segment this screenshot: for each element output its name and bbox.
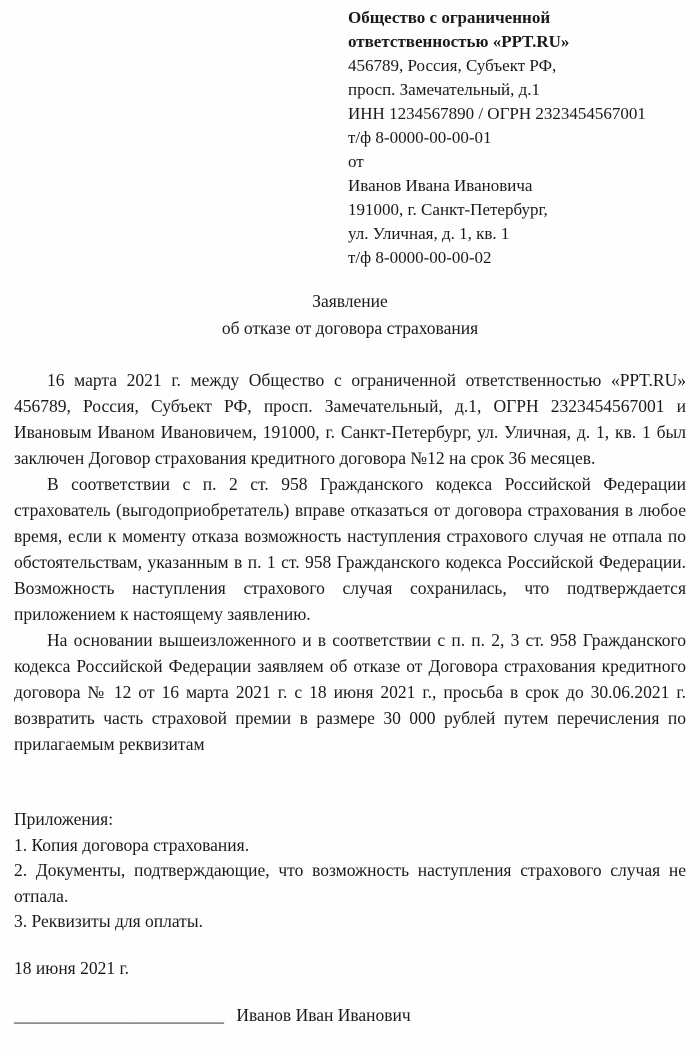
letterhead-block bbox=[348, 6, 686, 270]
paragraph-contract-facts: 16 марта 2021 г. между Общество с ограниченной ответственностью «PPT.RU» 456789, Россия, Субъект РФ, просп. Замечательный, д.1, ОГРН 2323454567001 и Ивановым Иваном Ивановичем, 191000, г. Санкт-Петербург, ул. Уличная, д. 1, кв. 1 был заключен Договор страхования кредитного договора №12 на срок 36 месяцев. bbox=[14, 370, 686, 468]
company-address-line-2: просп. Замечательный, д.1 bbox=[348, 80, 540, 99]
company-phone: т/ф 8-0000-00-00-01 bbox=[348, 128, 492, 147]
signature-name: Иванов Иван Иванович bbox=[236, 1004, 411, 1025]
attachment-item-2: 2. Документы, подтверждающие, что возможность наступления страхового случая не отпала. bbox=[14, 860, 686, 906]
attachment-item-3: 3. Реквизиты для оплаты. bbox=[14, 911, 203, 931]
sender-phone: т/ф 8-0000-00-00-02 bbox=[348, 248, 492, 267]
document-title bbox=[14, 288, 686, 342]
from-label: от bbox=[348, 152, 364, 171]
signature-line: ________________________ bbox=[14, 1004, 224, 1025]
paragraph-legal-basis: В соответствии с п. 2 ст. 958 Гражданского кодекса Российской Федерации страхователь (выгодоприобретатель) вправе отказаться от договора страхования в любое время, если к моменту отказа возможность наступления страхового случая не отпала по обстоятельствам, указанным в п. 1 ст. 958 Гражданского кодекса Российской Федерации. Возможность наступления страхового случая сохранилась, что подтверждается приложением к настоящему заявлению. bbox=[14, 474, 686, 624]
attachments-section bbox=[14, 807, 686, 935]
document-body bbox=[14, 367, 686, 757]
title-line-1: Заявление bbox=[312, 291, 388, 311]
sender-address-line-1: 191000, г. Санкт-Петербург, bbox=[348, 200, 548, 219]
sender-address-line-2: ул. Уличная, д. 1, кв. 1 bbox=[348, 224, 510, 243]
signature-row bbox=[14, 1003, 686, 1028]
paragraph-refusal-request: На основании вышеизложенного и в соответствии с п. п. 2, 3 ст. 958 Гражданского кодекса Российской Федерации заявляем об отказе от Договора страхования кредитного договора № 12 от 16 марта 2021 г. с 18 июня 2021 г., просьба в срок до 30.06.2021 г. возвратить часть страховой премии в размере 30 000 рублей путем перечисления по прилагаемым реквизитам bbox=[14, 630, 686, 754]
company-name-line-2: ответственностью «PPT.RU» bbox=[348, 32, 570, 51]
company-name-line-1: Общество с ограниченной bbox=[348, 8, 551, 27]
sender-name: Иванов Ивана Ивановича bbox=[348, 176, 533, 195]
attachment-item-1: 1. Копия договора страхования. bbox=[14, 834, 250, 855]
attachments-heading: Приложения: bbox=[14, 809, 114, 829]
company-inn-ogrn: ИНН 1234567890 / ОГРН 2323454567001 bbox=[348, 104, 646, 123]
company-address-line-1: 456789, Россия, Субъект РФ, bbox=[348, 56, 557, 75]
title-line-2: об отказе от договора страхования bbox=[221, 318, 479, 338]
document-date: 18 июня 2021 г. bbox=[14, 957, 130, 978]
